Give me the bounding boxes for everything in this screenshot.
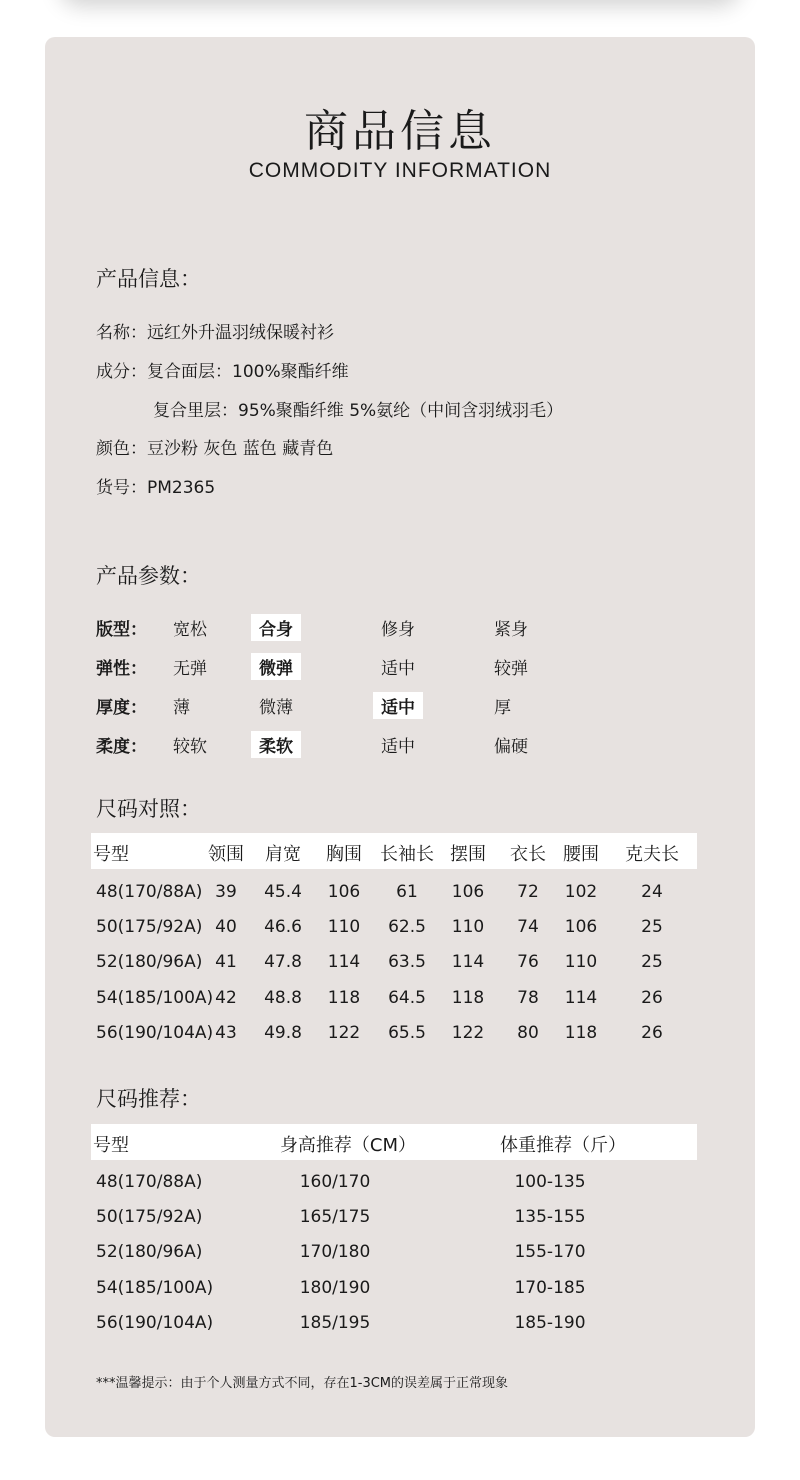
- size-chart-cell: 42: [215, 988, 237, 1008]
- commodity-info-card: [45, 37, 755, 1437]
- param-label: 柔度：: [96, 737, 147, 757]
- size-chart-cell: 48.8: [264, 988, 302, 1008]
- param-option: 修身: [381, 620, 415, 640]
- product-item-number: 货号：PM2365: [96, 478, 216, 498]
- size-recommend-cell: 185-190: [514, 1313, 586, 1333]
- size-recommend-cell: 52(180/96A): [96, 1242, 203, 1262]
- param-option-selected: 适中: [373, 692, 423, 719]
- measurement-note: ***温馨提示：由于个人测量方式不同，存在1-3CM的误差属于正常现象: [96, 1376, 509, 1391]
- size-chart-column-header: 长袖长: [380, 844, 434, 865]
- size-chart-cell: 24: [641, 882, 663, 902]
- size-chart-cell: 118: [327, 988, 361, 1008]
- page-title: 商品信息: [304, 106, 496, 157]
- size-recommend-heading: 尺码推荐：: [96, 1087, 201, 1111]
- size-chart-cell: 62.5: [388, 917, 426, 937]
- size-chart-cell: 80: [517, 1023, 539, 1043]
- param-label: 版型：: [96, 620, 147, 640]
- param-label: 厚度：: [96, 698, 147, 718]
- size-chart-column-header: 衣长: [510, 844, 546, 865]
- param-option: 适中: [381, 737, 415, 757]
- size-chart-cell: 106: [564, 917, 598, 937]
- size-recommend-cell: 50(175/92A): [96, 1207, 203, 1227]
- param-option: 微薄: [259, 698, 293, 718]
- page-subtitle: COMMODITY INFORMATION: [248, 159, 552, 182]
- size-chart-cell: 114: [564, 988, 598, 1008]
- size-recommend-cell: 160/170: [299, 1172, 371, 1192]
- param-option: 紧身: [494, 620, 528, 640]
- size-chart-column-header: 号型: [93, 844, 129, 865]
- size-chart-cell: 122: [451, 1023, 485, 1043]
- param-option-selected: 微弹: [251, 653, 301, 680]
- param-option: 宽松: [173, 620, 207, 640]
- size-chart-cell: 110: [564, 952, 598, 972]
- param-option: 薄: [173, 698, 190, 718]
- size-chart-heading: 尺码对照：: [96, 797, 201, 821]
- size-recommend-cell: 180/190: [299, 1278, 371, 1298]
- size-chart-cell: 50(175/92A): [96, 917, 203, 937]
- size-recommend-column-header: 身高推荐（CM）: [279, 1135, 417, 1156]
- size-recommend-column-header: 号型: [93, 1135, 129, 1156]
- size-chart-cell: 49.8: [264, 1023, 302, 1043]
- size-recommend-column-header: 体重推荐（斤）: [500, 1135, 626, 1156]
- size-recommend-cell: 56(190/104A): [96, 1313, 214, 1333]
- size-chart-cell: 74: [517, 917, 539, 937]
- size-chart-cell: 118: [451, 988, 485, 1008]
- size-chart-cell: 43: [215, 1023, 237, 1043]
- size-chart-cell: 110: [451, 917, 485, 937]
- product-composition-inner: 复合里层：95%聚酯纤维 5%氨纶（中间含羽绒羽毛）: [153, 401, 564, 421]
- size-chart-cell: 56(190/104A): [96, 1023, 214, 1043]
- size-chart-cell: 39: [215, 882, 237, 902]
- product-colors: 颜色：豆沙粉 灰色 蓝色 藏青色: [96, 439, 334, 459]
- size-chart-cell: 45.4: [264, 882, 302, 902]
- size-chart-cell: 52(180/96A): [96, 952, 203, 972]
- size-chart-cell: 64.5: [388, 988, 426, 1008]
- size-recommend-cell: 170/180: [299, 1242, 371, 1262]
- size-recommend-cell: 185/195: [299, 1313, 371, 1333]
- size-chart-cell: 114: [327, 952, 361, 972]
- size-chart-cell: 48(170/88A): [96, 882, 203, 902]
- size-chart-column-header: 领围: [208, 844, 244, 865]
- param-option-selected: 合身: [251, 614, 301, 641]
- param-option-selected: 柔软: [251, 731, 301, 758]
- size-chart-cell: 26: [641, 988, 663, 1008]
- param-option: 较弹: [494, 659, 528, 679]
- size-chart-cell: 47.8: [264, 952, 302, 972]
- size-chart-cell: 54(185/100A): [96, 988, 214, 1008]
- param-option: 适中: [381, 659, 415, 679]
- size-chart-cell: 110: [327, 917, 361, 937]
- param-option: 无弹: [173, 659, 207, 679]
- product-composition-outer: 成分：复合面层：100%聚酯纤维: [96, 362, 349, 382]
- size-chart-cell: 41: [215, 952, 237, 972]
- size-chart-cell: 25: [641, 952, 663, 972]
- size-chart-cell: 106: [451, 882, 485, 902]
- size-chart-column-header: 克夫长: [625, 844, 679, 865]
- param-label: 弹性：: [96, 659, 147, 679]
- size-chart-cell: 61: [396, 882, 418, 902]
- size-chart-cell: 72: [517, 882, 539, 902]
- size-recommend-cell: 100-135: [514, 1172, 586, 1192]
- size-chart-cell: 102: [564, 882, 598, 902]
- product-info-heading: 产品信息：: [96, 267, 201, 291]
- size-chart-cell: 106: [327, 882, 361, 902]
- size-chart-cell: 26: [641, 1023, 663, 1043]
- size-chart-column-header: 肩宽: [265, 844, 301, 865]
- size-chart-cell: 65.5: [388, 1023, 426, 1043]
- param-option: 厚: [494, 698, 511, 718]
- params-heading: 产品参数：: [96, 564, 201, 588]
- size-chart-cell: 76: [517, 952, 539, 972]
- param-option: 较软: [173, 737, 207, 757]
- size-recommend-cell: 135-155: [514, 1207, 586, 1227]
- size-chart-column-header: 腰围: [563, 844, 599, 865]
- size-chart-cell: 118: [564, 1023, 598, 1043]
- param-option: 偏硬: [494, 737, 528, 757]
- size-chart-column-header: 胸围: [326, 844, 362, 865]
- size-recommend-cell: 170-185: [514, 1278, 586, 1298]
- size-recommend-cell: 155-170: [514, 1242, 586, 1262]
- size-recommend-cell: 165/175: [299, 1207, 371, 1227]
- size-chart-cell: 40: [215, 917, 237, 937]
- size-chart-cell: 78: [517, 988, 539, 1008]
- size-recommend-cell: 48(170/88A): [96, 1172, 203, 1192]
- size-chart-cell: 25: [641, 917, 663, 937]
- size-chart-column-header: 摆围: [450, 844, 486, 865]
- size-chart-cell: 122: [327, 1023, 361, 1043]
- size-chart-cell: 63.5: [388, 952, 426, 972]
- size-recommend-cell: 54(185/100A): [96, 1278, 214, 1298]
- size-chart-cell: 46.6: [264, 917, 302, 937]
- product-name: 名称：远红外升温羽绒保暖衬衫: [96, 323, 334, 343]
- size-chart-cell: 114: [451, 952, 485, 972]
